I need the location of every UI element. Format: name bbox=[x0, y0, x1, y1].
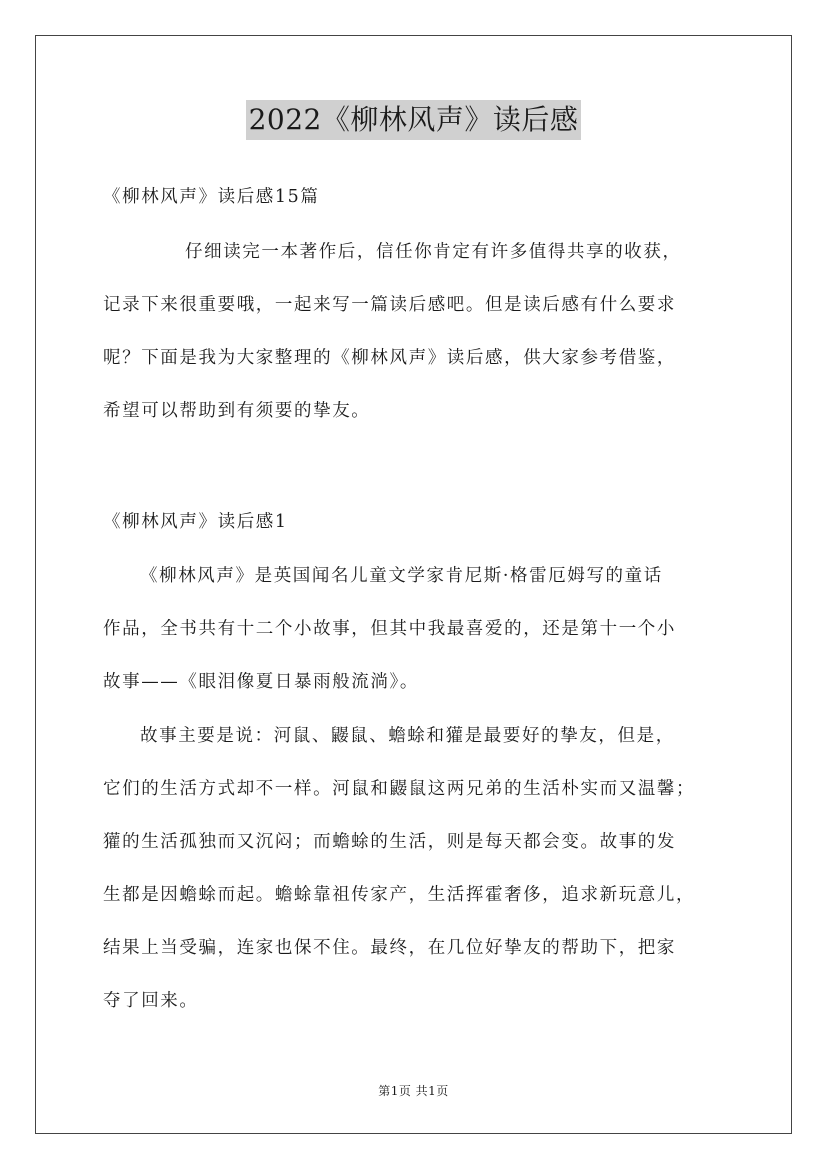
page-number: 第1页 共1页 bbox=[378, 1084, 449, 1098]
paragraph-line: 生都是因蟾蜍而起。蟾蜍靠祖传家产，生活挥霍奢侈，追求新玩意儿， bbox=[103, 885, 696, 905]
paragraph-line: 夺了回来。 bbox=[103, 991, 199, 1011]
intro-line: 仔细读完一本著作后，信任你肯定有许多值得共享的收获， bbox=[185, 242, 682, 262]
section-heading: 《柳林风声》读后感1 bbox=[103, 512, 288, 532]
paragraph-line: 结果上当受骗，连家也保不住。最终，在几位好挚友的帮助下，把家 bbox=[103, 938, 676, 958]
paragraph-line: 故事主要是说：河鼠、鼹鼠、蟾蜍和獾是最要好的挚友，但是， bbox=[140, 726, 675, 746]
document-subtitle: 《柳林风声》读后感15篇 bbox=[103, 187, 320, 207]
paragraph-line: 它们的生活方式却不一样。河鼠和鼹鼠这两兄弟的生活朴实而又温馨； bbox=[103, 779, 696, 799]
paragraph-line: 作品，全书共有十二个小故事，但其中我最喜爱的，还是第十一个小 bbox=[103, 619, 676, 639]
document-title: 2022《柳林风声》读后感 bbox=[246, 100, 582, 140]
paragraph-line: 故事——《眼泪像夏日暴雨般流淌》。 bbox=[103, 672, 419, 692]
intro-line: 记录下来很重要哦，一起来写一篇读后感吧。但是读后感有什么要求 bbox=[103, 295, 676, 315]
intro-line: 希望可以帮助到有须要的挚友。 bbox=[103, 401, 371, 421]
intro-line: 呢？下面是我为大家整理的《柳林风声》读后感，供大家参考借鉴， bbox=[103, 348, 676, 368]
paragraph-line: 《柳林风声》是英国闻名儿童文学家肯尼斯·格雷厄姆写的童话 bbox=[140, 566, 663, 586]
paragraph-line: 獾的生活孤独而又沉闷；而蟾蜍的生活，则是每天都会变。故事的发 bbox=[103, 832, 676, 852]
